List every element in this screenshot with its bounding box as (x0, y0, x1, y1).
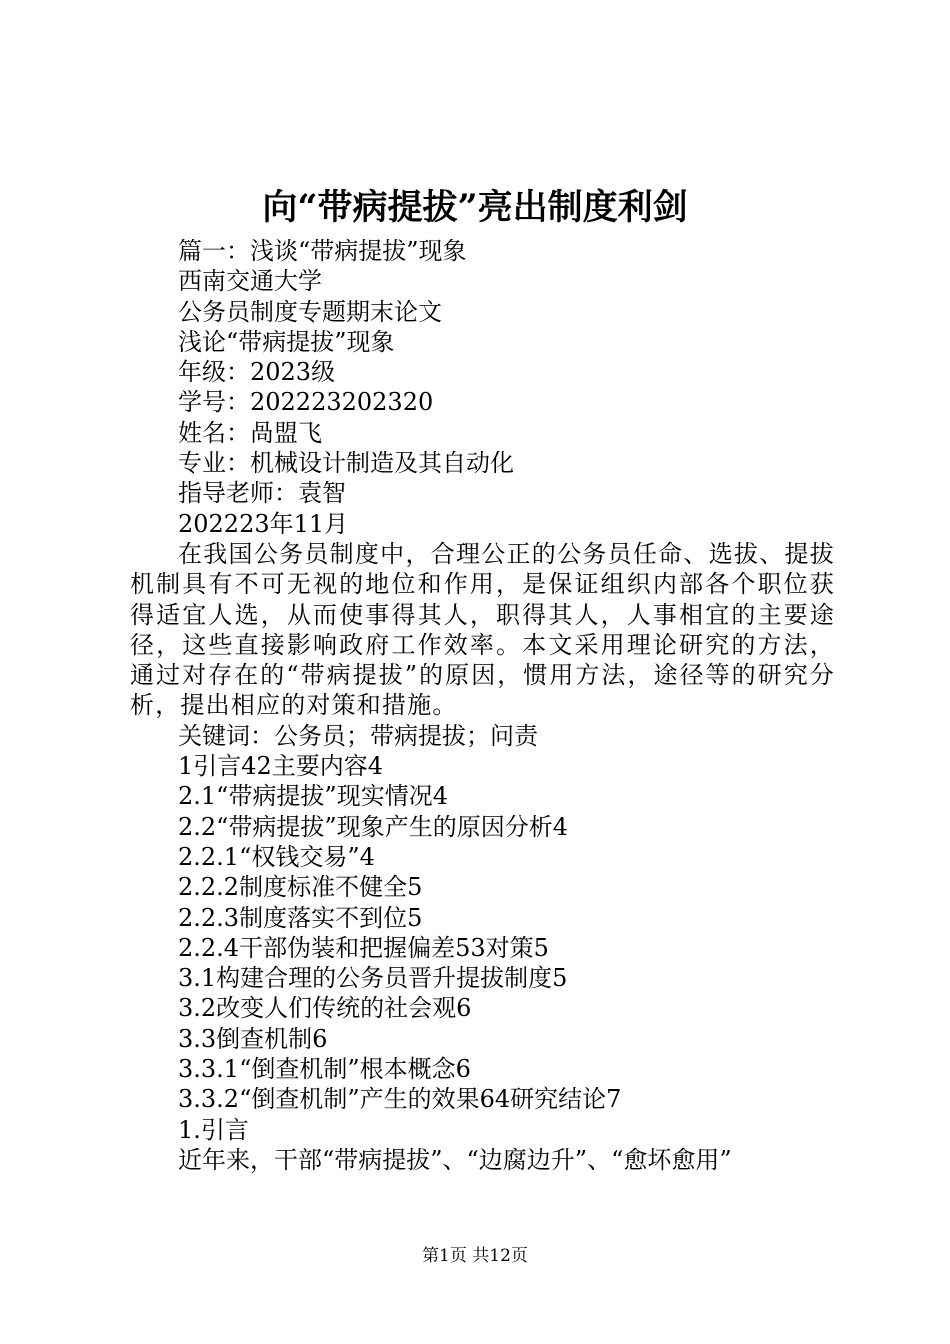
toc-item: 3.3倒查机制6 (178, 1024, 328, 1053)
toc-item: 2.2.4干部伪装和把握偏差53对策5 (178, 933, 549, 962)
document-body (130, 236, 835, 1175)
toc-item: 2.1“带病提拔”现实情况4 (178, 782, 448, 811)
intro-line: 近年来，干部“带病提拔”、“边腐边升”、“愈坏愈用” (178, 1145, 732, 1174)
toc-item: 2.2.1“权钱交易”4 (178, 842, 375, 871)
header-line: 学号：202223202320 (178, 388, 434, 417)
header-line: 姓名：咼盟飞 (178, 418, 322, 447)
toc-item: 3.2改变人们传统的社会观6 (178, 994, 472, 1023)
header-line: 202223年11月 (178, 509, 349, 538)
keywords-line: 关键词：公务员；带病提拔；问责 (178, 721, 538, 750)
section-heading: 1.引言 (178, 1115, 249, 1144)
header-line: 西南交通大学 (178, 267, 322, 296)
header-line: 浅论“带病提拔”现象 (178, 327, 395, 356)
header-line: 专业：机械设计制造及其自动化 (178, 449, 514, 478)
header-line: 公务员制度专题期末论文 (178, 297, 442, 326)
page-footer: 第1页 共12页 (422, 1246, 528, 1266)
header-line: 篇一：浅谈“带病提拔”现象 (178, 237, 467, 265)
toc-item: 2.2“带病提拔”现象产生的原因分析4 (178, 812, 568, 841)
header-line: 指导老师：袁智 (178, 479, 346, 508)
header-line: 年级：2023级 (178, 358, 336, 387)
toc-item: 1引言42主要内容4 (178, 752, 384, 781)
toc-item: 3.3.1“倒查机制”根本概念6 (178, 1055, 471, 1084)
toc-item: 2.2.2制度标准不健全5 (178, 873, 423, 902)
toc-item: 3.3.2“倒查机制”产生的效果64研究结论7 (178, 1085, 622, 1114)
document-title: 向“带病提拔”亮出制度利剑 (262, 187, 688, 228)
toc-item: 3.1构建合理的公务员晋升提拔制度5 (178, 964, 568, 993)
abstract-paragraph: 在我国公务员制度中，合理公正的公务员任命、选拔、提拔机制具有不可无视的地位和作用，是保证组织内部各个职位获得适宜人选，从而使事得其人，职得其人，人事相宜的主要途径，这些直接影响政府工作效率。本文采用理论研究的方法，通过对存在的“带病提拔”的原因，惯用方法，途径等的研究分析，提出相应的对策和措施。 (130, 539, 835, 720)
toc-item: 2.2.3制度落实不到位5 (178, 903, 423, 932)
